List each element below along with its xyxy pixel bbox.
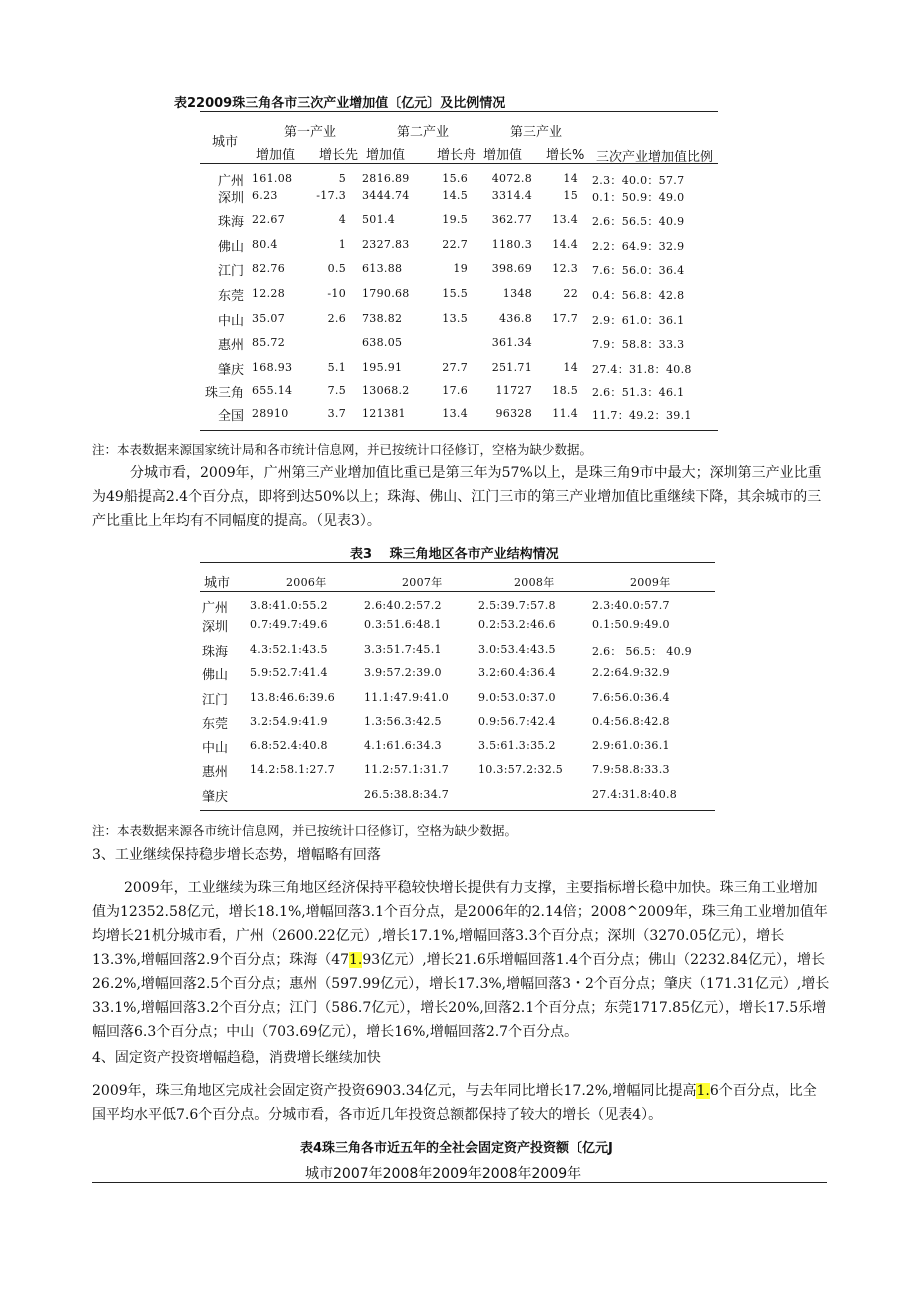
table2-cell-city: 深圳	[217, 191, 244, 206]
table3-cell-y2008: 0.2:53.2:46.6	[478, 618, 556, 631]
table2-cell-ratio: 0.1：50.9：49.0	[592, 191, 685, 204]
table3-cell-y2007: 2.6:40.2:57.2	[364, 599, 442, 612]
table2-cell-s-value: 1790.68	[362, 287, 410, 300]
table2-cell-ratio: 2.6：56.5：40.9	[592, 215, 685, 228]
table2-cell-ratio: 2.2：64.9：32.9	[592, 240, 685, 253]
table2-header-s-growth: 增长舟	[437, 148, 477, 163]
table3-cell-y2008: 2.5:39.7:57.8	[478, 599, 556, 612]
table2-cell-p-growth: 0.5	[327, 262, 346, 275]
table2-cell-t-growth: 13.4	[552, 213, 578, 226]
table3-header-2008: 2008年	[514, 576, 555, 589]
table2-cell-t-value: 96328	[495, 407, 532, 420]
table3-cell-city: 东莞	[202, 717, 229, 732]
table2-cell-t-value: 362.77	[491, 213, 532, 226]
table3-cell-city: 中山	[202, 741, 229, 756]
table2-cell-t-value: 1348	[502, 287, 532, 300]
table3-cell-y2009: 27.4:31.8:40.8	[592, 788, 678, 801]
table2-cell-p-growth: 5.1	[327, 361, 346, 374]
table2-cell-p-value: 35.07	[252, 312, 285, 325]
table2-cell-s-growth: 19.5	[442, 213, 468, 226]
table2-cell-s-growth: 15.5	[442, 287, 468, 300]
table2-cell-city: 肇庆	[217, 363, 244, 378]
table2-top-rule	[200, 111, 718, 112]
section3-heading: 3、工业继续保持稳步增长态势，增幅略有回落	[92, 847, 381, 863]
table2-cell-s-value: 738.82	[362, 312, 403, 325]
table3-cell-y2009: 2.9:61.0:36.1	[592, 739, 670, 752]
table3-cell-y2008: 0.9:56.7:42.4	[478, 715, 556, 728]
table2-cell-s-value: 3444.74	[362, 189, 410, 202]
table2-cell-s-growth: 17.6	[442, 384, 468, 397]
table2-cell-t-growth: 18.5	[552, 384, 578, 397]
table2-cell-t-growth: 14	[563, 361, 578, 374]
table2-header-p-value: 增加值	[256, 148, 296, 163]
highlight-mark: 1.	[696, 1083, 710, 1099]
table2-cell-t-value: 11727	[495, 384, 532, 397]
table2-cell-city: 珠海	[217, 215, 244, 230]
table3-cell-y2006: 6.8:52.4:40.8	[250, 739, 328, 752]
table3-cell-city: 惠州	[202, 765, 229, 780]
table2-cell-p-value: 655.14	[252, 384, 293, 397]
table2-header-t-growth: 增长%	[546, 148, 585, 163]
table2-cell-ratio: 0.4：56.8：42.8	[592, 289, 685, 302]
table2-cell-t-growth: 15	[563, 189, 578, 202]
table3-header-2006: 2006年	[286, 576, 327, 589]
table2-header-city: 城市	[212, 135, 239, 150]
table2-cell-t-growth: 14	[563, 172, 578, 185]
section4-heading: 4、固定资产投资增幅趋稳，消费增长继续加快	[92, 1050, 381, 1066]
table2-cell-p-value: 80.4	[252, 238, 278, 251]
table2-header-ratio: 三次产业增加值比例	[596, 150, 714, 165]
table3-cell-y2006: 3.2:54.9:41.9	[250, 715, 328, 728]
table2-header-tertiary: 第三产业	[510, 125, 563, 140]
table2-cell-t-value: 251.71	[491, 361, 532, 374]
table2-bottom-rule	[200, 430, 718, 431]
table2-header-p-growth: 增长先	[319, 148, 359, 163]
table2-header-s-value: 增加值	[366, 148, 406, 163]
table2-cell-ratio: 7.6：56.0：36.4	[592, 264, 685, 277]
table3-cell-y2006: 4.3:52.1:43.5	[250, 643, 328, 656]
table3-cell-y2008: 3.5:61.3:35.2	[478, 739, 556, 752]
table3-cell-city: 江门	[202, 693, 229, 708]
table3-cell-y2009: 0.4:56.8:42.8	[592, 715, 670, 728]
table3-cell-y2008: 3.0:53.4:43.5	[478, 643, 556, 656]
table3-cell-y2009: 7.9:58.8:33.3	[592, 763, 670, 776]
table3-cell-city: 珠海	[202, 645, 229, 660]
table2-header-primary: 第一产业	[284, 125, 337, 140]
table4-header-line: 城市2007年2008年2009年2008年2009年	[305, 1166, 582, 1182]
table2-header-rule	[200, 163, 718, 164]
table2-cell-t-value: 398.69	[491, 262, 532, 275]
section3-paragraph: 2009年，工业继续为珠三角地区经济保持平稳较快增长提供有力支撑，主要指标增长稳中加快。珠三角工业增加值为12352.58亿元，增长18.1%,增幅回落3.1个百分点，是2006年的2.14倍；2008^2009年，珠三角工业增加值年均增长21机分城市看，广州（2600.22亿元）,增长17.1%,增幅回落3.3个百分点；深圳（3270.05亿元），增长13.3%,增幅回落2.9个百分点；珠海（471.93亿元）,增长21.6乐增幅回落1.4个百分点；佛山（2232.84亿元），增长26.2%,增幅回落2.5个百分点；惠州（597.99亿元），增长17.3%,增幅回落3・2个百分点；肇庆（171.31亿元）,增长33.1%,增幅回落3.2个百分点；江门（586.7亿元），增长20%,回落2.1个百分点；东莞1717.85亿元），增长17.5乐增幅回落6.3个百分点；中山（703.69亿元），增长16%,增幅回落2.7个百分点。	[92, 880, 830, 1040]
table3-cell-city: 佛山	[202, 668, 229, 683]
table2-cell-s-value: 613.88	[362, 262, 403, 275]
table3-cell-y2006: 13.8:46.6:39.6	[250, 691, 336, 704]
table3-cell-y2007: 3.9:57.2:39.0	[364, 666, 442, 679]
table2-cell-t-growth: 12.3	[552, 262, 578, 275]
table2-cell-ratio: 11.7：49.2：39.1	[592, 409, 692, 422]
table3-cell-y2006: 5.9:52.7:41.4	[250, 666, 328, 679]
table2-cell-s-growth: 14.5	[442, 189, 468, 202]
table2-cell-s-growth: 27.7	[442, 361, 468, 374]
table3-cell-city: 肇庆	[202, 790, 229, 805]
table2-cell-ratio: 7.9：58.8：33.3	[592, 338, 685, 351]
table3-cell-y2007: 11.2:57.1:31.7	[364, 763, 450, 776]
table2-cell-s-value: 501.4	[362, 213, 395, 226]
table2-cell-s-value: 121381	[362, 407, 406, 420]
table2-cell-s-growth: 13.5	[442, 312, 468, 325]
table3-cell-y2009: 0.1:50.9:49.0	[592, 618, 670, 631]
table2-header-t-value: 增加值	[483, 148, 523, 163]
table2-cell-p-growth: 7.5	[327, 384, 346, 397]
table2-cell-t-growth: 22	[563, 287, 578, 300]
table3-cell-y2006: 14.2:58.1:27.7	[250, 763, 336, 776]
table2-cell-p-growth: -10	[327, 287, 346, 300]
table2-cell-s-value: 13068.2	[362, 384, 410, 397]
table3-cell-y2009: 2.3:40.0:57.7	[592, 599, 670, 612]
table3-cell-city: 深圳	[202, 620, 229, 635]
table2-cell-t-value: 4072.8	[491, 172, 532, 185]
table3-header-2009: 2009年	[630, 576, 671, 589]
table4-caption: 表4珠三角各市近五年的全社会固定资产投资额〔亿元J	[300, 1141, 613, 1156]
table2-cell-city: 佛山	[217, 240, 244, 255]
table3-header-city: 城市	[204, 576, 231, 591]
table2-cell-t-value: 436.8	[499, 312, 532, 325]
table2-cell-city: 全国	[217, 409, 244, 424]
table3-cell-y2007: 0.3:51.6:48.1	[364, 618, 442, 631]
table2-cell-s-growth: 22.7	[442, 238, 468, 251]
table2-cell-p-value: 82.76	[252, 262, 285, 275]
table3-caption: 表3 珠三角地区各市产业结构情况	[350, 547, 559, 562]
table3-cell-y2009: 2.6： 56.5： 40.9	[592, 645, 692, 658]
highlight-mark: 1.	[349, 952, 363, 968]
table2-cell-p-growth: 3.7	[327, 407, 346, 420]
table2-cell-s-value: 195.91	[362, 361, 403, 374]
table2-cell-t-value: 361.34	[491, 336, 532, 349]
table3-cell-y2006: 3.8:41.0:55.2	[250, 599, 328, 612]
table3-cell-y2008: 10.3:57.2:32.5	[478, 763, 564, 776]
table2-cell-ratio: 2.6：51.3：46.1	[592, 386, 685, 399]
table3-cell-y2007: 11.1:47.9:41.0	[364, 691, 450, 704]
table2-note: 注：本表数据来源国家统计局和各市统计信息网，并已按统计口径修订，空格为缺少数据。	[92, 442, 593, 457]
table3-cell-y2008: 3.2:60.4:36.4	[478, 666, 556, 679]
table2-cell-p-value: 168.93	[252, 361, 293, 374]
table2-cell-ratio: 2.3：40.0：57.7	[592, 174, 685, 187]
table3-top-rule	[200, 562, 715, 563]
table3-cell-y2007: 26.5:38.8:34.7	[364, 788, 450, 801]
table2-cell-t-value: 1180.3	[491, 238, 532, 251]
table3-cell-city: 广州	[202, 601, 229, 616]
table2-cell-city: 江门	[217, 264, 244, 279]
table2-cell-s-value: 2816.89	[362, 172, 410, 185]
table2-cell-city: 中山	[217, 314, 244, 329]
table2-cell-s-growth: 15.6	[442, 172, 468, 185]
table3-note: 注：本表数据来源各市统计信息网，并已按统计口径修订，空格为缺少数据。	[92, 823, 518, 838]
table3-cell-y2009: 2.2:64.9:32.9	[592, 666, 670, 679]
table2-header-secondary: 第二产业	[397, 125, 450, 140]
table2-cell-p-growth: 1	[338, 238, 346, 251]
table2-cell-city: 惠州	[217, 338, 244, 353]
table2-cell-ratio: 27.4：31.8：40.8	[592, 363, 692, 376]
table3-bottom-rule	[200, 810, 715, 811]
table3-cell-y2006: 0.7:49.7:49.6	[250, 618, 328, 631]
table2-cell-p-growth: 2.6	[327, 312, 346, 325]
table3-cell-y2009: 7.6:56.0:36.4	[592, 691, 670, 704]
table3-cell-y2007: 1.3:56.3:42.5	[364, 715, 442, 728]
table4-top-rule	[92, 1182, 827, 1183]
table3-header-rule	[200, 591, 715, 592]
table2-cell-t-growth: 17.7	[552, 312, 578, 325]
table2-cell-p-growth: -17.3	[316, 189, 346, 202]
table2-cell-t-growth: 11.4	[552, 407, 578, 420]
section4-paragraph: 2009年，珠三角地区完成社会固定资产投资6903.34亿元，与去年同比增长17.2%,增幅同比提高1.6个百分点，比全国平均水平低7.6个百分点。分城市看，各市近几年投资总额都保持了较大的增长（见表4）。	[92, 1083, 817, 1123]
table3-header-2007: 2007年	[402, 576, 443, 589]
table2-cell-s-value: 638.05	[362, 336, 403, 349]
table2-cell-s-growth: 13.4	[442, 407, 468, 420]
table2-cell-p-value: 12.28	[252, 287, 285, 300]
table3-cell-y2007: 3.3:51.7:45.1	[364, 643, 442, 656]
table2-cell-t-growth: 14.4	[552, 238, 578, 251]
analysis-paragraph: 分城市看，2009年，广州第三产业增加值比重已是第三年为57%以上，是珠三角9市中最大；深圳第三产业比重为49船提高2.4个百分点，即将到达50%以上；珠海、佛山、江门三市的第三产业增加值比重继续下降，其余城市的三产比重比上年均有不同幅度的提高。（见表3）。	[92, 465, 822, 529]
table2-cell-city: 东莞	[217, 289, 244, 304]
table2-caption: 表22009珠三角各市三次产业增加值〔亿元〕及比例情况	[174, 96, 506, 111]
table3-cell-y2007: 4.1:61.6:34.3	[364, 739, 442, 752]
table2-cell-p-value: 22.67	[252, 213, 285, 226]
table2-cell-t-value: 3314.4	[491, 189, 532, 202]
table2-cell-p-value: 28910	[252, 407, 289, 420]
table2-cell-p-value: 85.72	[252, 336, 285, 349]
table3-cell-y2008: 9.0:53.0:37.0	[478, 691, 556, 704]
table2-cell-s-value: 2327.83	[362, 238, 410, 251]
table2-cell-city: 珠三角	[204, 386, 244, 401]
table2-cell-p-value: 6.23	[252, 189, 278, 202]
table2-cell-ratio: 2.9：61.0：36.1	[592, 314, 685, 327]
table2-cell-p-growth: 4	[338, 213, 346, 226]
table2-cell-p-growth: 5	[338, 172, 346, 185]
table2-cell-s-growth: 19	[453, 262, 468, 275]
table2-cell-p-value: 161.08	[252, 172, 293, 185]
table2-cell-city: 广州	[217, 174, 244, 189]
